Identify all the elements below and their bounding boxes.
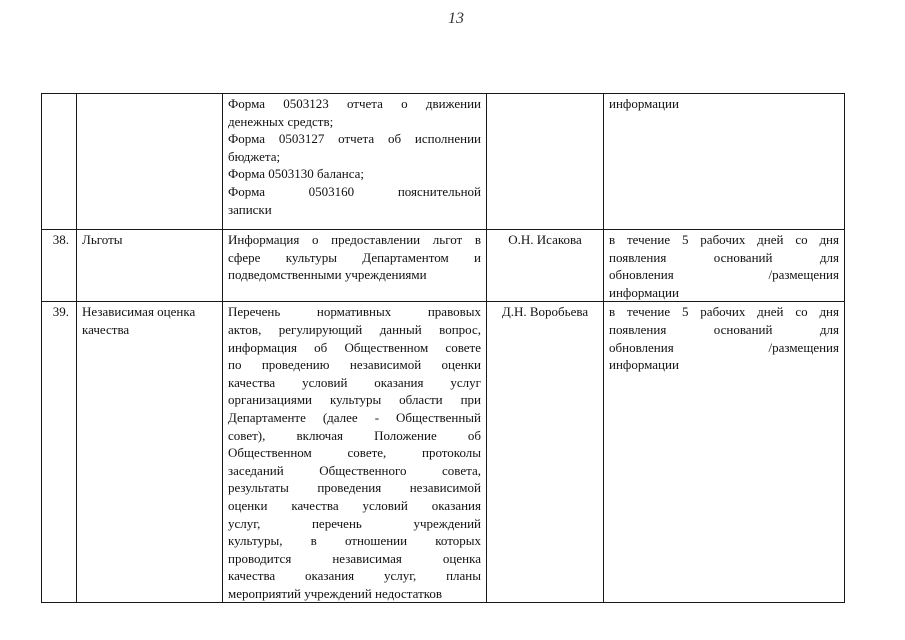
description-line: актов, регулирующий данный вопрос,	[228, 321, 481, 337]
page-number: 13	[448, 10, 464, 27]
description-line: мероприятий учреждений недостатков	[228, 585, 443, 601]
description-cell	[223, 230, 487, 302]
deadline-line: обновления /размещения	[609, 339, 839, 355]
description-line: по проведению независимой оценки	[228, 357, 481, 373]
description-line: организациями культуры области при	[228, 392, 481, 408]
section-name-cell: Независимая оценка качества	[77, 302, 223, 603]
deadline-line: появления оснований для	[609, 321, 839, 337]
section-name-cell	[77, 94, 223, 230]
description-line: бюджета;	[228, 148, 281, 164]
description-line: культуры, в отношении которых	[228, 533, 481, 549]
responsible-person-cell	[487, 94, 604, 230]
description-line: Департаменте (далее - Общественный	[228, 409, 481, 425]
row-number-cell: 38.	[42, 230, 77, 302]
row-number-cell	[42, 94, 77, 230]
description-cell	[223, 302, 487, 603]
deadline-line: информации	[609, 96, 679, 111]
description-line: денежных средств;	[228, 113, 334, 129]
deadline-line: обновления /размещения	[609, 267, 839, 283]
description-cell	[223, 94, 487, 230]
description-line: сфере культуры Департаментом и	[228, 249, 481, 265]
description-line: Информация о предоставлении льгот в	[228, 232, 481, 247]
description-line: оценки качества условий оказания	[228, 497, 481, 513]
description-line: Форма 0503160 пояснительной	[228, 183, 481, 199]
description-line: качества оказания услуг, планы	[228, 568, 481, 584]
table-row	[42, 94, 845, 230]
deadline-line: информации	[609, 357, 679, 373]
deadline-line: в течение 5 рабочих дней со дня	[609, 232, 839, 247]
description-line: результаты проведения независимой	[228, 480, 481, 496]
document-table	[41, 93, 845, 603]
deadline-line: в течение 5 рабочих дней со дня	[609, 304, 839, 320]
description-line: услуг, перечень учреждений	[228, 515, 481, 531]
description-line: Общественном совете, протоколы	[228, 445, 481, 461]
description-line: подведомственными учреждениями	[228, 267, 427, 283]
description-line: Форма 0503130 баланса;	[228, 166, 365, 182]
description-line: проводится независимая оценка	[228, 550, 481, 566]
description-line: записки	[228, 201, 272, 217]
description-line: информация об Общественном совете	[228, 339, 481, 355]
description-line: Форма 0503127 отчета об исполнении	[228, 131, 481, 147]
deadline-line: появления оснований для	[609, 249, 839, 265]
description-line: совет), включая Положение об	[228, 427, 481, 443]
deadline-cell	[604, 94, 845, 230]
deadline-cell	[604, 230, 845, 302]
table-row	[42, 230, 845, 302]
description-line: Перечень нормативных правовых	[228, 304, 481, 320]
responsible-person-cell: О.Н. Исакова	[487, 230, 604, 302]
deadline-line: информации	[609, 284, 679, 300]
table-row	[42, 302, 845, 603]
description-line: Форма 0503123 отчета о движении	[228, 96, 481, 111]
row-number-cell: 39.	[42, 302, 77, 603]
table-body	[42, 94, 845, 603]
description-line: заседаний Общественного совета,	[228, 462, 481, 478]
deadline-cell	[604, 302, 845, 603]
responsible-person-cell: Д.Н. Воробьева	[487, 302, 604, 603]
description-line: качества условий оказания услуг	[228, 374, 481, 390]
section-name-cell: Льготы	[77, 230, 223, 302]
